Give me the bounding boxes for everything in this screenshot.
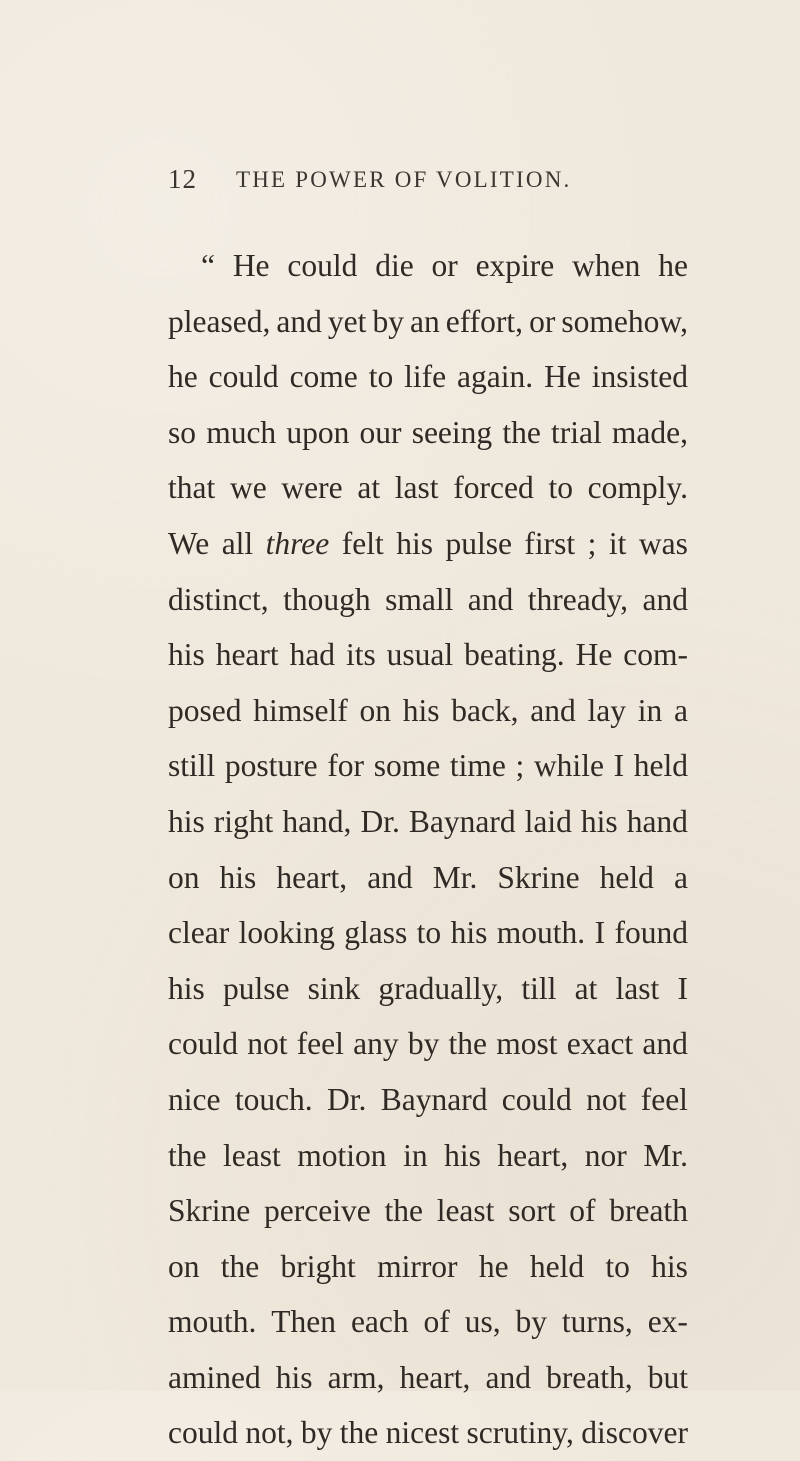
word: the — [220, 1248, 260, 1284]
word: thready, — [527, 581, 629, 617]
word: for — [327, 748, 365, 784]
word: that — [168, 470, 216, 506]
word: exact — [566, 1026, 634, 1062]
word: motion — [297, 1137, 387, 1173]
word: nice — [168, 1081, 221, 1117]
word: last — [615, 970, 660, 1006]
running-title: THE POWER OF VOLITION. — [236, 167, 572, 192]
word: amined — [168, 1359, 261, 1395]
word: life — [404, 359, 447, 395]
word: his — [450, 915, 488, 951]
word: not — [247, 1026, 288, 1062]
word: perceive — [264, 1193, 371, 1229]
word: He — [544, 359, 581, 395]
word: heart — [215, 637, 279, 673]
word: ; — [587, 525, 597, 561]
word: still — [168, 748, 216, 784]
text-line — [168, 1072, 688, 1128]
word: turns, — [561, 1304, 633, 1340]
word: and — [642, 581, 688, 617]
word: expire — [475, 248, 555, 283]
word: the — [384, 1193, 423, 1229]
text-line — [168, 572, 688, 628]
word: by — [407, 1026, 440, 1062]
word: could — [208, 359, 279, 395]
word: so — [168, 414, 197, 450]
word: nor — [584, 1137, 627, 1173]
word: had — [289, 637, 336, 673]
word: much — [206, 414, 277, 450]
word: com- — [623, 637, 688, 673]
word: heart, — [276, 859, 348, 895]
word: his — [168, 970, 205, 1006]
word: his — [580, 803, 618, 839]
word: least — [436, 1193, 495, 1229]
page-number: 12 — [168, 164, 197, 194]
text-line — [168, 961, 688, 1017]
word: a — [673, 692, 688, 728]
word: till — [521, 970, 557, 1006]
word: the — [502, 414, 541, 450]
word: on — [359, 692, 391, 728]
word: Dr. — [327, 1081, 367, 1117]
word: and — [467, 581, 514, 617]
word: usual — [386, 637, 454, 673]
word: least — [223, 1137, 281, 1173]
word: all — [221, 525, 254, 561]
word: and — [276, 303, 322, 339]
word: could — [287, 248, 358, 283]
text-line — [168, 1294, 688, 1350]
word: time — [449, 748, 506, 784]
word: heart, — [497, 1137, 569, 1173]
word: sink — [307, 970, 361, 1006]
word: ex- — [647, 1304, 688, 1340]
word: the — [168, 1137, 207, 1173]
word: first — [524, 525, 576, 561]
word: discover — [581, 1415, 688, 1451]
word: though — [283, 581, 371, 617]
word: in — [403, 1137, 428, 1173]
word-emphasis: three — [265, 525, 330, 561]
word: Dr. — [360, 803, 400, 839]
word: mouth. — [496, 915, 586, 951]
word: not, — [245, 1415, 294, 1451]
word: I — [613, 748, 625, 784]
word: He — [575, 637, 613, 673]
word: and — [530, 692, 576, 728]
word: Mr. — [643, 1137, 688, 1173]
word: or — [529, 303, 556, 339]
word: Skrine — [168, 1193, 251, 1229]
word: of — [423, 1304, 450, 1340]
word: seeing — [411, 414, 493, 450]
word: he — [168, 359, 198, 395]
text-line — [168, 1128, 688, 1184]
word: insisted — [591, 359, 688, 395]
word: breath, — [546, 1359, 633, 1395]
word: of — [569, 1193, 596, 1229]
text-line — [168, 1350, 688, 1406]
word: held — [599, 859, 654, 895]
word: at — [357, 470, 381, 506]
body-text — [168, 238, 688, 1461]
word: held — [633, 748, 688, 784]
word: his — [396, 525, 433, 561]
word: could — [168, 1415, 238, 1451]
word: forced — [453, 470, 534, 506]
word: a — [673, 859, 688, 895]
word: to — [548, 470, 573, 506]
word: back, — [451, 692, 519, 728]
word: looking — [238, 915, 335, 951]
text-line — [168, 738, 688, 794]
word: heart, — [399, 1359, 471, 1395]
word: could — [501, 1081, 572, 1117]
word: his — [444, 1137, 481, 1173]
word: breath — [609, 1193, 688, 1229]
word: found — [614, 915, 688, 951]
word: hand, — [282, 803, 352, 839]
word: held — [529, 1248, 585, 1284]
word: I — [594, 915, 606, 951]
word: Mr. — [432, 859, 478, 895]
word: he — [658, 248, 688, 283]
word: feel — [296, 1026, 344, 1062]
word: mouth. — [168, 1304, 257, 1340]
word: while — [533, 748, 604, 784]
word: at — [574, 970, 598, 1006]
word: hand — [626, 803, 688, 839]
word: clear — [168, 915, 230, 951]
word: to — [605, 1248, 630, 1284]
word: some — [373, 748, 441, 784]
text-line — [168, 850, 688, 906]
word: and — [642, 1026, 688, 1062]
text-line — [168, 1405, 688, 1461]
word: Baynard — [380, 1081, 488, 1117]
word: to — [368, 359, 394, 395]
word: was — [638, 525, 688, 561]
text-line — [168, 294, 688, 350]
text-line — [168, 683, 688, 739]
word: small — [385, 581, 454, 617]
word: most — [496, 1026, 558, 1062]
word: “ — [201, 248, 215, 283]
word: made, — [611, 414, 688, 450]
word: come — [289, 359, 358, 395]
word: not — [586, 1081, 627, 1117]
text-line — [168, 905, 688, 961]
word: I — [677, 970, 688, 1006]
text-line — [168, 1016, 688, 1072]
word: his — [275, 1359, 313, 1395]
word: scrutiny, — [466, 1415, 574, 1451]
word: himself — [253, 692, 348, 728]
word: could — [168, 1026, 238, 1062]
word: in — [637, 692, 663, 728]
word: yet — [327, 303, 367, 339]
word: our — [359, 414, 402, 450]
word: upon — [286, 414, 350, 450]
word: We — [168, 525, 210, 561]
word: were — [281, 470, 343, 506]
word: it — [608, 525, 627, 561]
word: die — [375, 248, 414, 283]
word: on — [168, 1248, 200, 1284]
word: he — [478, 1248, 509, 1284]
text-line — [168, 1239, 688, 1295]
word: and — [367, 859, 413, 895]
word: an — [410, 303, 440, 339]
word: felt — [341, 525, 384, 561]
word: us, — [464, 1304, 501, 1340]
word: laid — [524, 803, 572, 839]
text-line — [168, 349, 688, 405]
word: lay — [587, 692, 626, 728]
word: pulse — [445, 525, 512, 561]
word: each — [350, 1304, 409, 1340]
word: somehow, — [561, 303, 688, 339]
word: glass — [344, 915, 408, 951]
word: Baynard — [408, 803, 516, 839]
word: by — [300, 1415, 333, 1451]
text-line — [168, 405, 688, 461]
running-head — [0, 164, 800, 204]
word: his — [402, 692, 440, 728]
word: trial — [551, 414, 602, 450]
word: touch. — [234, 1081, 313, 1117]
word: posed — [168, 692, 242, 728]
word: gradually, — [378, 970, 504, 1006]
word: Skrine — [497, 859, 580, 895]
word: ; — [515, 748, 525, 784]
word: sort — [508, 1193, 556, 1229]
word: on — [168, 859, 200, 895]
word: mirror — [377, 1248, 458, 1284]
word: his — [168, 803, 205, 839]
word: right — [213, 803, 274, 839]
word: its — [345, 637, 376, 673]
word: Then — [271, 1304, 337, 1340]
text-line — [168, 1183, 688, 1239]
word: pulse — [222, 970, 290, 1006]
word: feel — [640, 1081, 688, 1117]
word: beating. — [464, 637, 565, 673]
text-line — [168, 794, 688, 850]
word: pleased, — [168, 303, 271, 339]
word: bright — [280, 1248, 356, 1284]
text-line — [168, 238, 688, 294]
word: last — [394, 470, 439, 506]
word: by — [515, 1304, 547, 1340]
text-line — [168, 460, 688, 516]
word: his — [219, 859, 257, 895]
word: his — [168, 637, 205, 673]
word: He — [232, 248, 270, 283]
word: nicest — [385, 1415, 460, 1451]
word: when — [572, 248, 641, 283]
word: any — [353, 1026, 399, 1062]
word: comply. — [587, 470, 688, 506]
word: posture — [224, 748, 318, 784]
word: again. — [457, 359, 534, 395]
text-line — [168, 516, 688, 572]
word: arm, — [327, 1359, 385, 1395]
word: and — [485, 1359, 531, 1395]
word: or — [431, 248, 458, 283]
word: by — [372, 303, 404, 339]
word: his — [651, 1248, 688, 1284]
word: but — [647, 1359, 688, 1395]
word: to — [416, 915, 442, 951]
text-line — [168, 627, 688, 683]
word: effort, — [445, 303, 524, 339]
word: the — [339, 1415, 379, 1451]
word: the — [448, 1026, 488, 1062]
word: distinct, — [168, 581, 269, 617]
word: we — [229, 470, 267, 506]
